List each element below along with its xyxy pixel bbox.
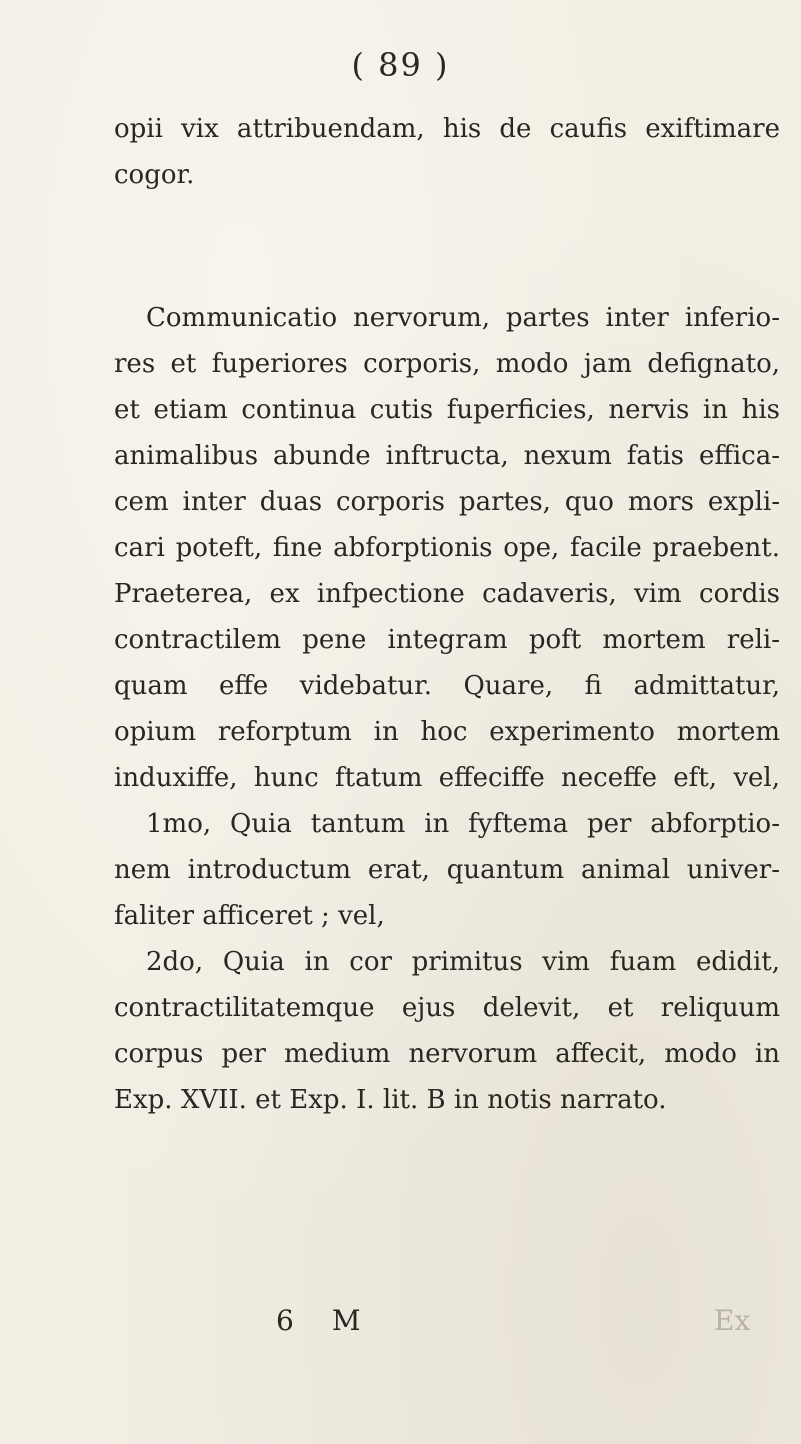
signature-letter: M bbox=[331, 1304, 361, 1337]
paragraph-1 bbox=[114, 106, 780, 198]
text-line: opii vix attribuendam, his de caufis exiftimare bbox=[114, 114, 780, 144]
text-line: 1mo, Quia tantum in fyftema per abforptio- bbox=[146, 809, 780, 839]
text-line: contractilitatemque ejus delevit, et reliquum bbox=[114, 993, 780, 1023]
text-line: nem introductum erat, quantum animal univer- bbox=[114, 855, 780, 885]
text-line: corpus per medium nervorum affecit, modo in bbox=[114, 1039, 780, 1069]
text-line: Communicatio nervorum, partes inter inferio- bbox=[146, 303, 780, 333]
text-line: cem inter duas corporis partes, quo mors expli- bbox=[114, 487, 780, 517]
page-footer bbox=[0, 1304, 801, 1344]
text-line: quam effe videbatur. Quare, fi admittatur, bbox=[114, 671, 780, 701]
text-line: induxiffe, hunc ftatum effeciffe neceffe eft, vel, bbox=[114, 763, 780, 793]
text-line: cogor. bbox=[114, 160, 195, 190]
text-line: et etiam continua cutis fuperficies, nervis in his bbox=[114, 395, 780, 425]
text-line: opium reforptum in hoc experimento mortem bbox=[114, 717, 780, 747]
text-line: 2do, Quia in cor primitus vim fuam edidit, bbox=[146, 947, 780, 977]
text-line: cari poteft, fine abforptionis ope, facile praebent. bbox=[114, 533, 780, 563]
text-line: contractilem pene integram poft mortem reli- bbox=[114, 625, 780, 655]
signature-number: 6 bbox=[276, 1304, 294, 1337]
text-line: faliter afficeret ; vel, bbox=[114, 901, 385, 931]
signature-mark bbox=[276, 1304, 361, 1337]
paragraph-2 bbox=[114, 295, 780, 1123]
text-line: animalibus abunde inftructa, nexum fatis effica- bbox=[114, 441, 780, 471]
text-line: Exp. XVII. et Exp. I. lit. B in notis narrato. bbox=[114, 1085, 667, 1115]
page-number: ( 89 ) bbox=[351, 46, 450, 84]
text-line: res et fuperiores corporis, modo jam defignato, bbox=[114, 349, 780, 379]
catchword: Ex bbox=[714, 1304, 751, 1337]
text-line: Praeterea, ex infpectione cadaveris, vim cordis bbox=[114, 579, 780, 609]
